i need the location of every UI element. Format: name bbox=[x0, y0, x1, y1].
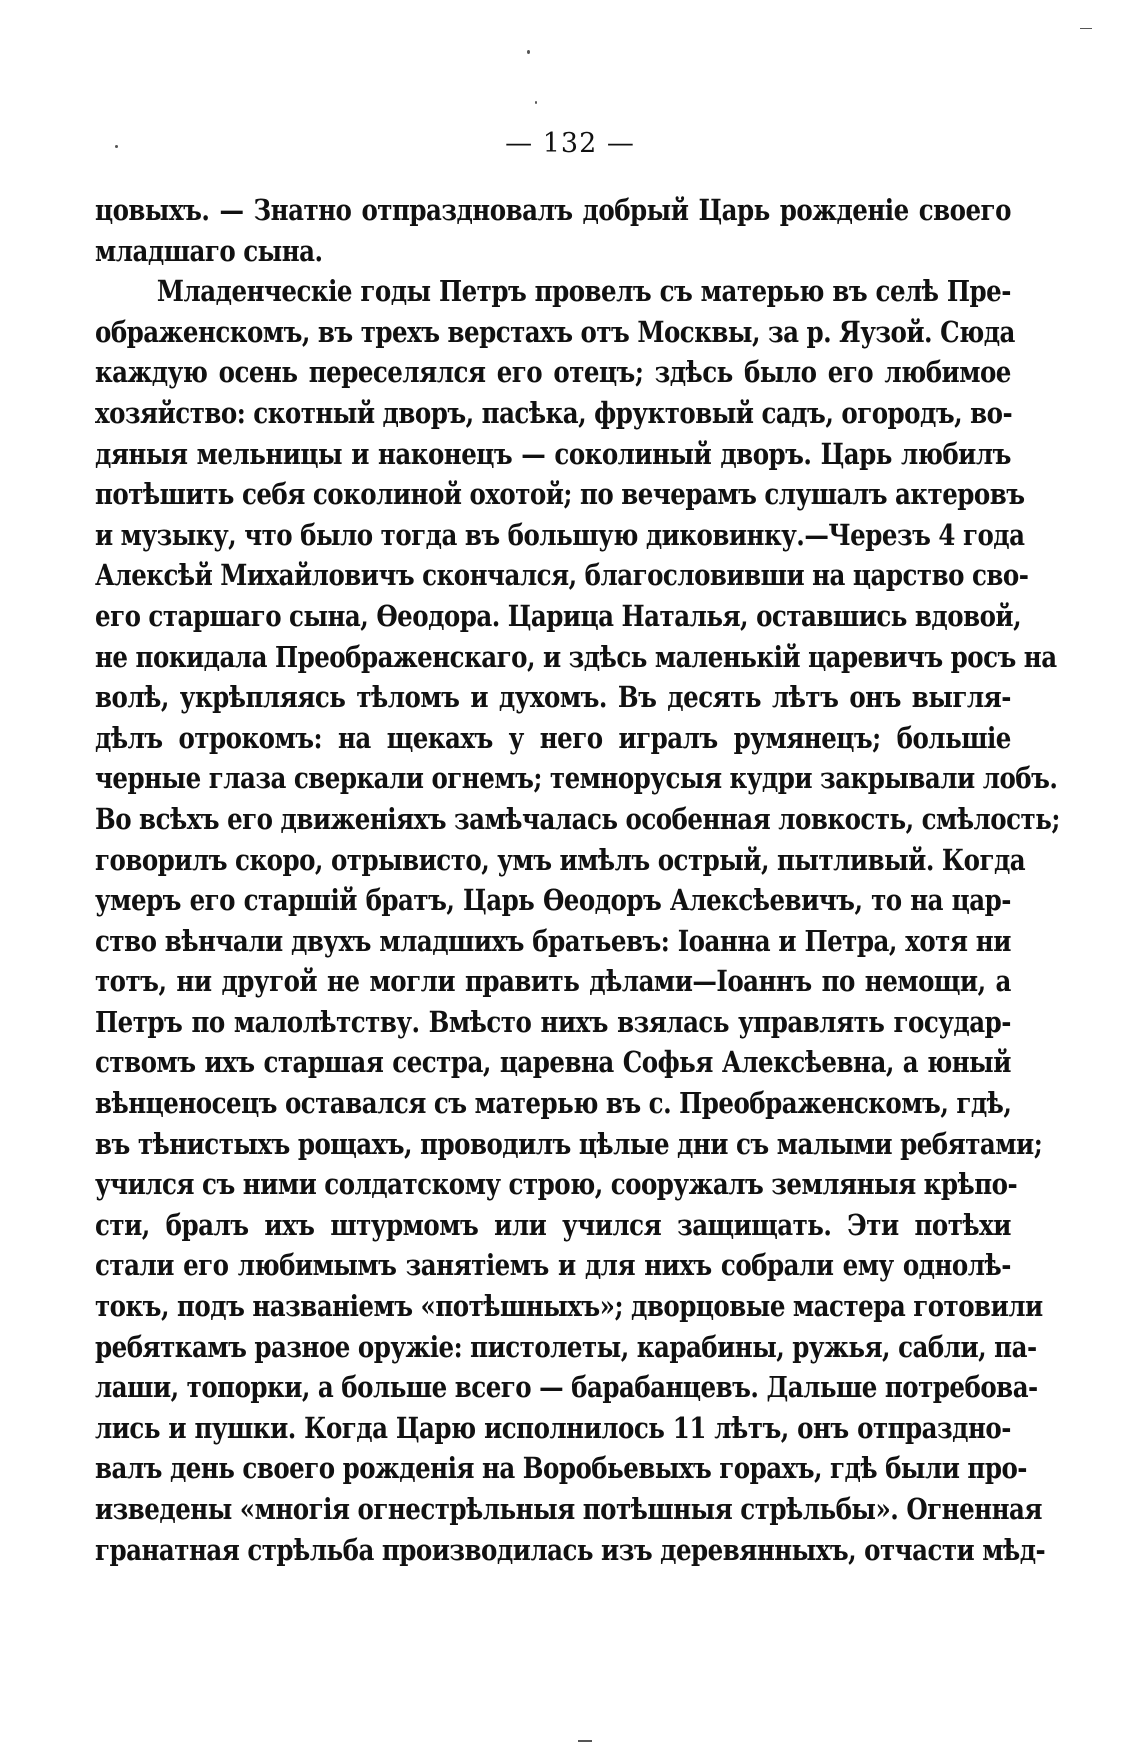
text-line: ствомъ ихъ старшая сестра, царевна Софья Алексѣевна, а юный bbox=[95, 1045, 1011, 1080]
text-line: учился съ ними солдатскому строю, сооружалъ земляныя крѣпо- bbox=[95, 1167, 1018, 1202]
text-line: волѣ, укрѣпляясь тѣломъ и духомъ. Въ десять лѣтъ онъ выгля- bbox=[95, 680, 1011, 715]
scan-speck bbox=[578, 1740, 592, 1742]
text-line: каждую осень переселялся его отецъ; здѣсь было его любимое bbox=[95, 355, 1011, 390]
text-line: говорилъ скоро, отрывисто, умъ имѣлъ острый, пытливый. Когда bbox=[95, 842, 1026, 877]
text-line: гранатная стрѣльба производилась изъ деревянныхъ, отчасти мѣд- bbox=[95, 1532, 1046, 1567]
page-number: — 132 — bbox=[505, 128, 635, 159]
scan-speck bbox=[527, 50, 530, 54]
text-line: вѣнценосецъ оставался съ матерью въ с. Преображенскомъ, гдѣ, bbox=[95, 1086, 1012, 1121]
text-line: потѣшить себя соколиной охотой; по вечерамъ слушалъ актеровъ bbox=[95, 477, 1025, 512]
text-line: сти, бралъ ихъ штурмомъ или учился защищать. Эти потѣхи bbox=[95, 1207, 1011, 1242]
text-line: его старшаго сына, Ѳеодора. Царица Наталья, оставшись вдовой, bbox=[95, 598, 1022, 633]
text-line: Во всѣхъ его движеніяхъ замѣчалась особенная ловкость, смѣлость; bbox=[95, 801, 1060, 836]
text-line: умеръ его старшій братъ, Царь Ѳеодоръ Алексѣевичъ, то на цар- bbox=[95, 883, 1011, 918]
scan-speck bbox=[115, 145, 118, 148]
text-line: изведены «многія огнестрѣльныя потѣшныя стрѣльбы». Огненная bbox=[95, 1492, 1042, 1526]
text-line: валъ день своего рожденія на Воробьевыхъ горахъ, гдѣ были про- bbox=[95, 1451, 1027, 1486]
text-line: тотъ, ни другой не могли править дѣлами—Іоаннъ по немощи, а bbox=[95, 964, 1011, 999]
text-line: лись и пушки. Когда Царю исполнилось 11 лѣтъ, онъ отпраздно- bbox=[95, 1410, 1011, 1445]
text-line: токъ, подъ названіемъ «потѣшныхъ»; дворцовые мастера готовили bbox=[95, 1289, 1043, 1324]
text-line: младшаго сына. bbox=[95, 233, 323, 268]
text-line: Алексѣй Михайловичъ скончался, благословивши на царство сво- bbox=[95, 558, 1029, 593]
text-line: черные глаза сверкали огнемъ; темнорусыя кудри закрывали лобъ. bbox=[95, 761, 1058, 796]
text-line: Петръ по малолѣтству. Вмѣсто нихъ взялась управлять государ- bbox=[95, 1004, 1011, 1039]
text-line: стали его любимымъ занятіемъ и для нихъ собрали ему однолѣ- bbox=[95, 1248, 1011, 1283]
scan-speck bbox=[1080, 28, 1092, 29]
text-line: лаши, топорки, а больше всего — барабанцевъ. Дальше потребова- bbox=[95, 1370, 1038, 1405]
text-line: хозяйство: скотный дворъ, пасѣка, фруктовый садъ, огородъ, во- bbox=[95, 395, 1013, 430]
text-line: и музыку, что было тогда въ большую диковинку.—Черезъ 4 года bbox=[95, 517, 1025, 552]
text-line: ство вѣнчали двухъ младшихъ братьевъ: Іоанна и Петра, хотя ни bbox=[95, 923, 1011, 958]
text-line: цовыхъ. — Знатно отпраздновалъ добрый Царь рожденіе своего bbox=[95, 193, 1011, 227]
text-line: дяныя мельницы и наконецъ — соколиный дворъ. Царь любилъ bbox=[95, 436, 1011, 471]
text-line: въ тѣнистыхъ рощахъ, проводилъ цѣлые дни съ малыми ребятами; bbox=[95, 1126, 1043, 1161]
text-line: не покидала Преображенскаго, и здѣсь маленькій царевичъ росъ на bbox=[95, 639, 1057, 674]
body-text bbox=[95, 190, 1060, 1570]
text-line: дѣлъ отрокомъ: на щекахъ у него игралъ румянецъ; большіе bbox=[95, 720, 1011, 755]
text-line: ребяткамъ разное оружіе: пистолеты, карабины, ружья, сабли, па- bbox=[95, 1329, 1037, 1364]
text-line: ображенскомъ, въ трехъ верстахъ отъ Москвы, за р. Яузой. Сюда bbox=[95, 314, 1015, 349]
text-line: Младенческіе годы Петръ провелъ съ матерью въ селѣ Пре- bbox=[156, 274, 1011, 309]
scan-speck bbox=[535, 101, 537, 104]
